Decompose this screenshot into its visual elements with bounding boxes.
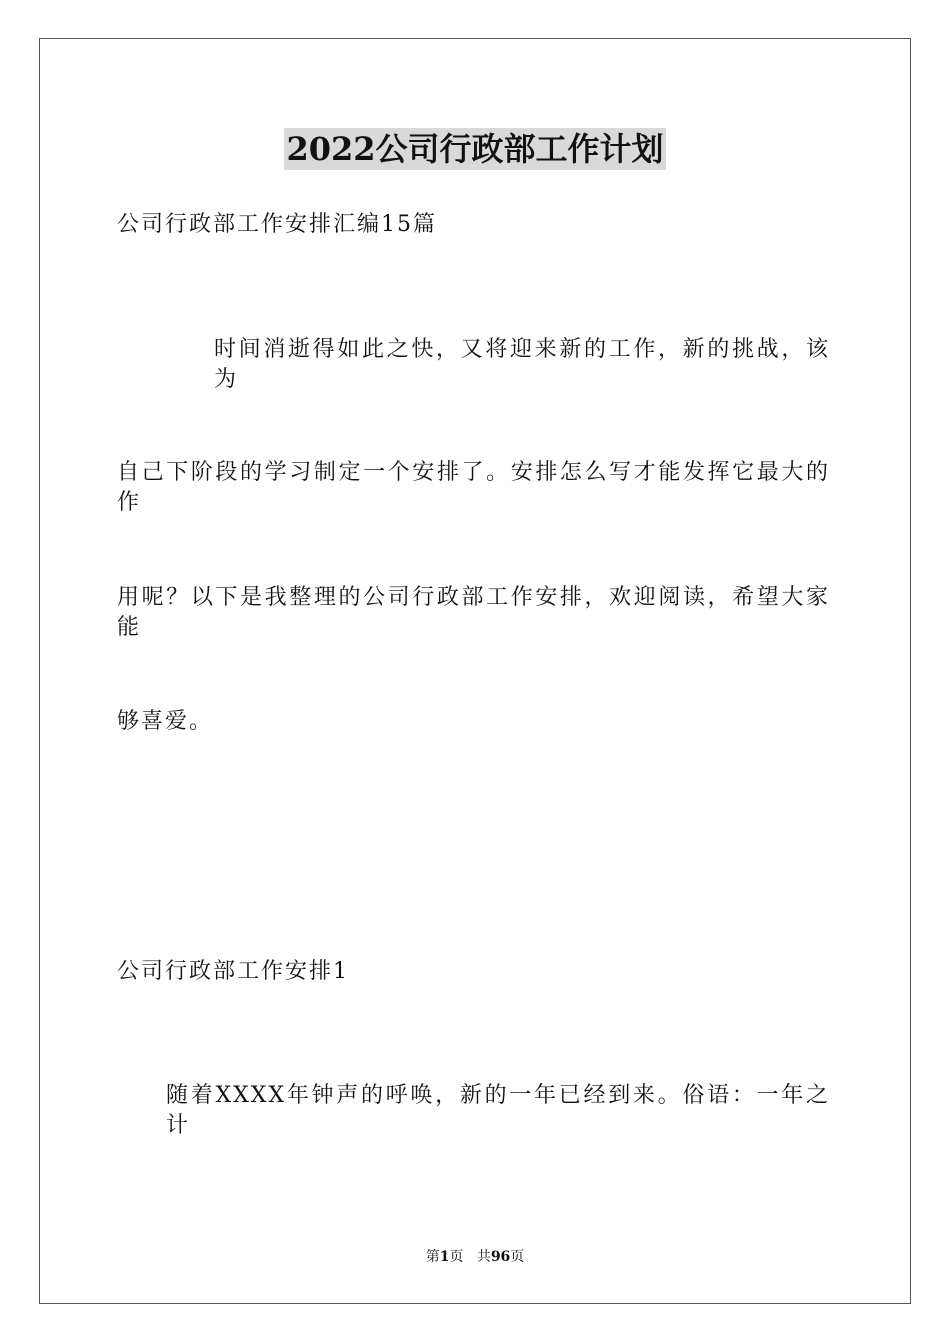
footer-page-suffix: 页 [449, 1249, 464, 1265]
footer-page-current: 1 [439, 1249, 450, 1265]
intro-line-2: 自己下阶段的学习制定一个安排了。安排怎么写才能发挥它最大的作 [117, 460, 830, 515]
intro-line-1: 时间消逝得如此之快，又将迎来新的工作，新的挑战，该为 [214, 337, 830, 392]
section-line-1: 随着XXXX年钟声的呼唤，新的一年已经到来。俗语：一年之计 [166, 1083, 830, 1138]
title-container [0, 128, 950, 170]
footer-total-suffix: 页 [510, 1249, 525, 1265]
page-footer [0, 1248, 950, 1266]
footer-page-prefix: 第 [425, 1249, 440, 1265]
footer-page-total: 96 [490, 1249, 511, 1265]
intro-line-4: 够喜爱。 [117, 709, 214, 734]
document-subtitle: 公司行政部工作安排汇编15篇 [117, 212, 437, 237]
document-title: 2022公司行政部工作计划 [286, 130, 664, 168]
section-heading: 公司行政部工作安排1 [117, 959, 349, 984]
footer-total-prefix: 共 [476, 1249, 491, 1265]
intro-line-3: 用呢？以下是我整理的公司行政部工作安排，欢迎阅读，希望大家能 [117, 585, 830, 640]
